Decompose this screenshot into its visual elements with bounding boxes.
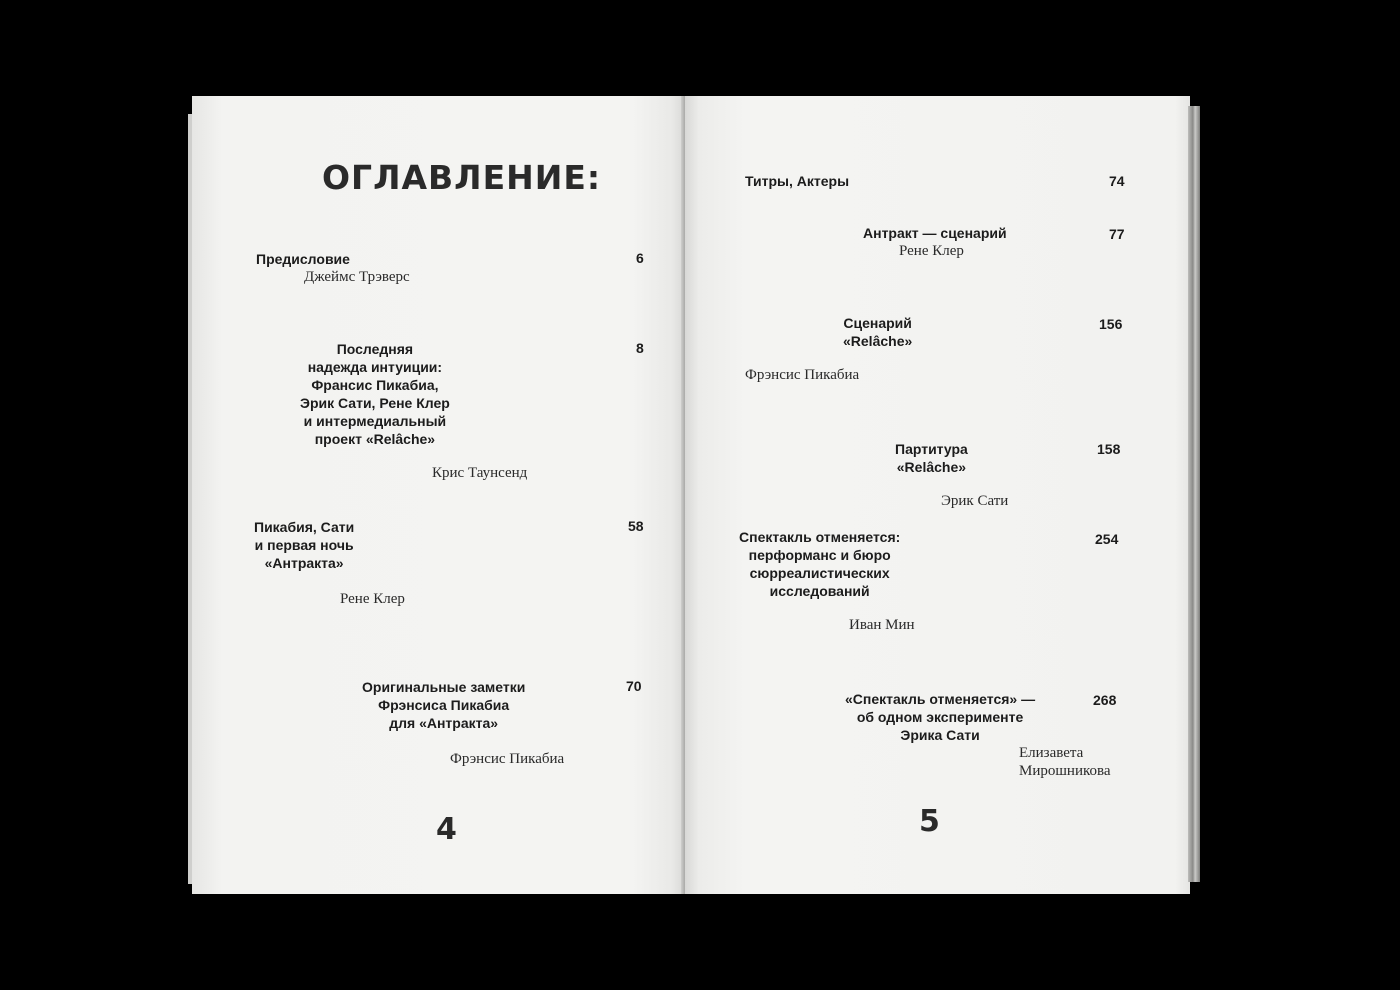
toc-entry-title: Последняя надежда интуиции: Франсис Пикабиа, Эрик Сати, Рене Клер и интермедиальный проект «Relâche»: [300, 341, 450, 447]
book-edge-right: [1188, 106, 1200, 882]
toc-entry-author: Фрэнсис Пикабиа: [745, 367, 860, 383]
toc-entry-author: Крис Таунсенд: [432, 465, 528, 481]
toc-entry-title: Предисловие: [256, 251, 350, 267]
toc-entry-author: Рене Клер: [899, 243, 964, 259]
toc-entry-page: 77: [1109, 226, 1125, 242]
toc-entry-page: 58: [628, 518, 644, 534]
page-number-left: 4: [436, 812, 457, 847]
toc-entry-page: 254: [1095, 531, 1119, 547]
left-page: [192, 96, 685, 894]
toc-entry-title: Оригинальные заметки Фрэнсиса Пикабиа для «Антракта»: [362, 679, 526, 731]
toc-entry-author: Иван Мин: [849, 617, 915, 633]
toc-entry-title: Антракт — сценарий: [863, 225, 1007, 241]
toc-entry-page: 8: [636, 340, 644, 356]
toc-entry-page: 70: [626, 678, 642, 694]
toc-entry-page: 6: [636, 250, 644, 266]
toc-entry-page: 158: [1097, 441, 1121, 457]
toc-entry-title: «Спектакль отменяется» — об одном эксперименте Эрика Сати: [845, 691, 1036, 743]
toc-entry-title: Пикабия, Сати и первая ночь «Антракта»: [254, 519, 355, 571]
toc-entry-title: Спектакль отменяется: перформанс и бюро сюрреалистических исследований: [739, 529, 901, 599]
toc-entry-author: Елизавета Мирошникова: [1019, 745, 1111, 779]
toc-entry-author: Рене Клер: [340, 591, 405, 607]
toc-heading: ОГЛАВЛЕНИЕ:: [322, 158, 602, 197]
toc-entry-author: Фрэнсис Пикабиа: [450, 751, 565, 767]
open-book: [188, 96, 1202, 894]
toc-entry-page: 268: [1093, 692, 1117, 708]
toc-entry-author: Джеймс Трэверс: [304, 269, 410, 285]
right-page: [685, 96, 1190, 894]
page-number-right: 5: [919, 804, 940, 839]
toc-entry-title: Партитура «Relâche»: [895, 441, 968, 475]
toc-entry-title: Титры, Актеры: [745, 173, 850, 189]
toc-entry-author: Эрик Сати: [941, 493, 1009, 509]
toc-entry-page: 74: [1109, 173, 1125, 189]
toc-entry-title: Сценарий «Relâche»: [843, 315, 913, 349]
toc-entry-page: 156: [1099, 316, 1123, 332]
